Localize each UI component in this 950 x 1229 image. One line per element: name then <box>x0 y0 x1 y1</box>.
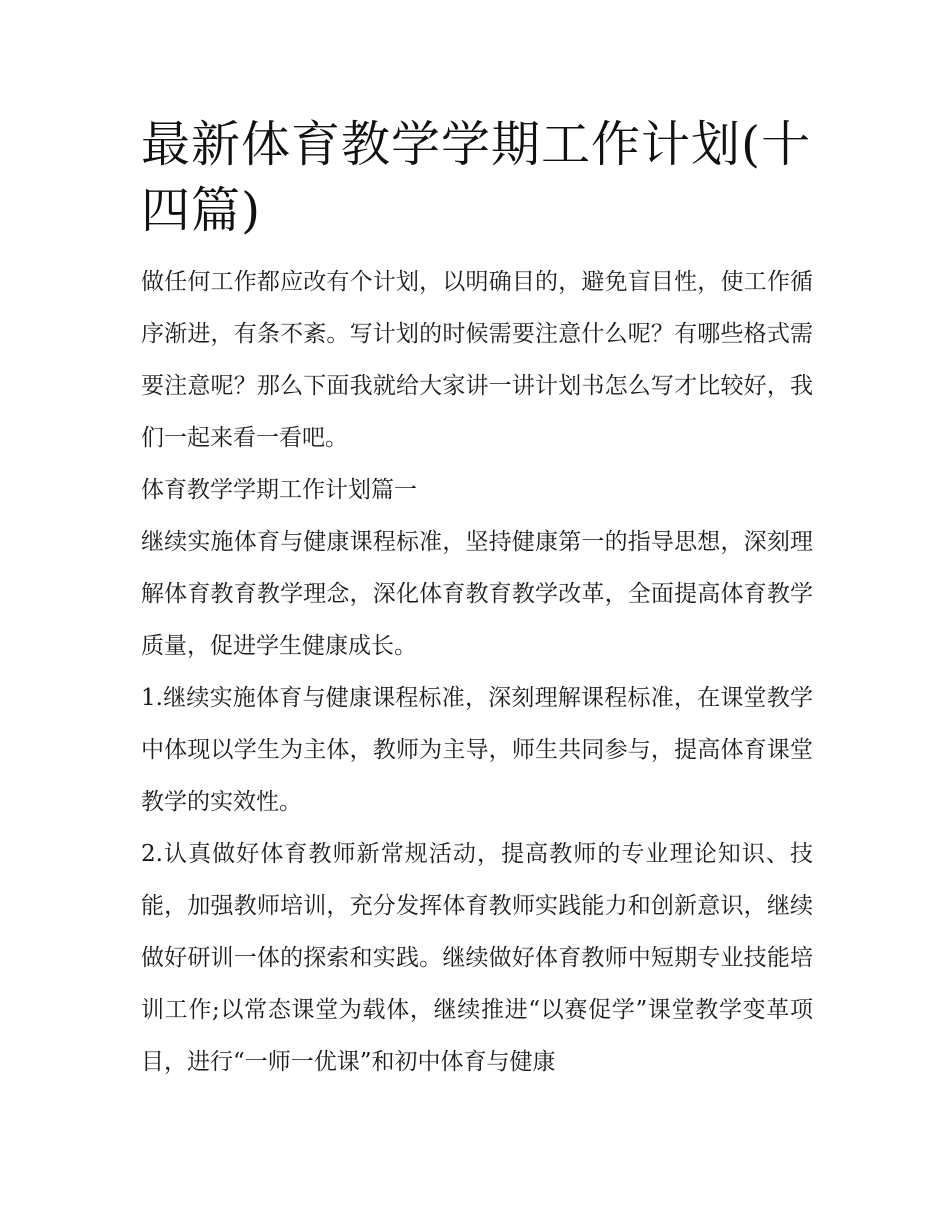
document-body <box>141 112 813 1088</box>
list-item-1: 1.继续实施体育与健康课程标准，深刻理解课程标准，在课堂教学中体现以学生为主体，教师为主导，师生共同参与，提高体育课堂教学的实效性。 <box>141 685 813 815</box>
title-spacer <box>141 244 813 256</box>
body-paragraph: 继续实施体育与健康课程标准，坚持健康第一的指导思想，深刻理解体育教育教学理念，深化体育教育教学改革，全面提高体育教学质量，促进学生健康成长。 <box>141 529 813 659</box>
list-item-2: 2.认真做好体育教师新常规活动，提高教师的专业理论知识、技能，加强教师培训，充分发挥体育教师实践能力和创新意识，继续做好研训一体的探索和实践。继续做好体育教师中短期专业技能培训工作;以常态课堂为载体，继续推进“以赛促学”课堂教学变革项目，进行“一师一优课”和初中体育与健康 <box>141 841 813 1075</box>
section-heading: 体育教学学期工作计划篇一 <box>141 477 417 503</box>
document-title: 最新体育教学学期工作计划(十四篇) <box>141 116 812 239</box>
intro-paragraph: 做任何工作都应改有个计划，以明确目的，避免盲目性，使工作循序渐进，有条不紊。写计划的时候需要注意什么呢？有哪些格式需要注意呢？那么下面我就给大家讲一讲计划书怎么写才比较好，我们一起来看一看吧。 <box>141 269 813 451</box>
